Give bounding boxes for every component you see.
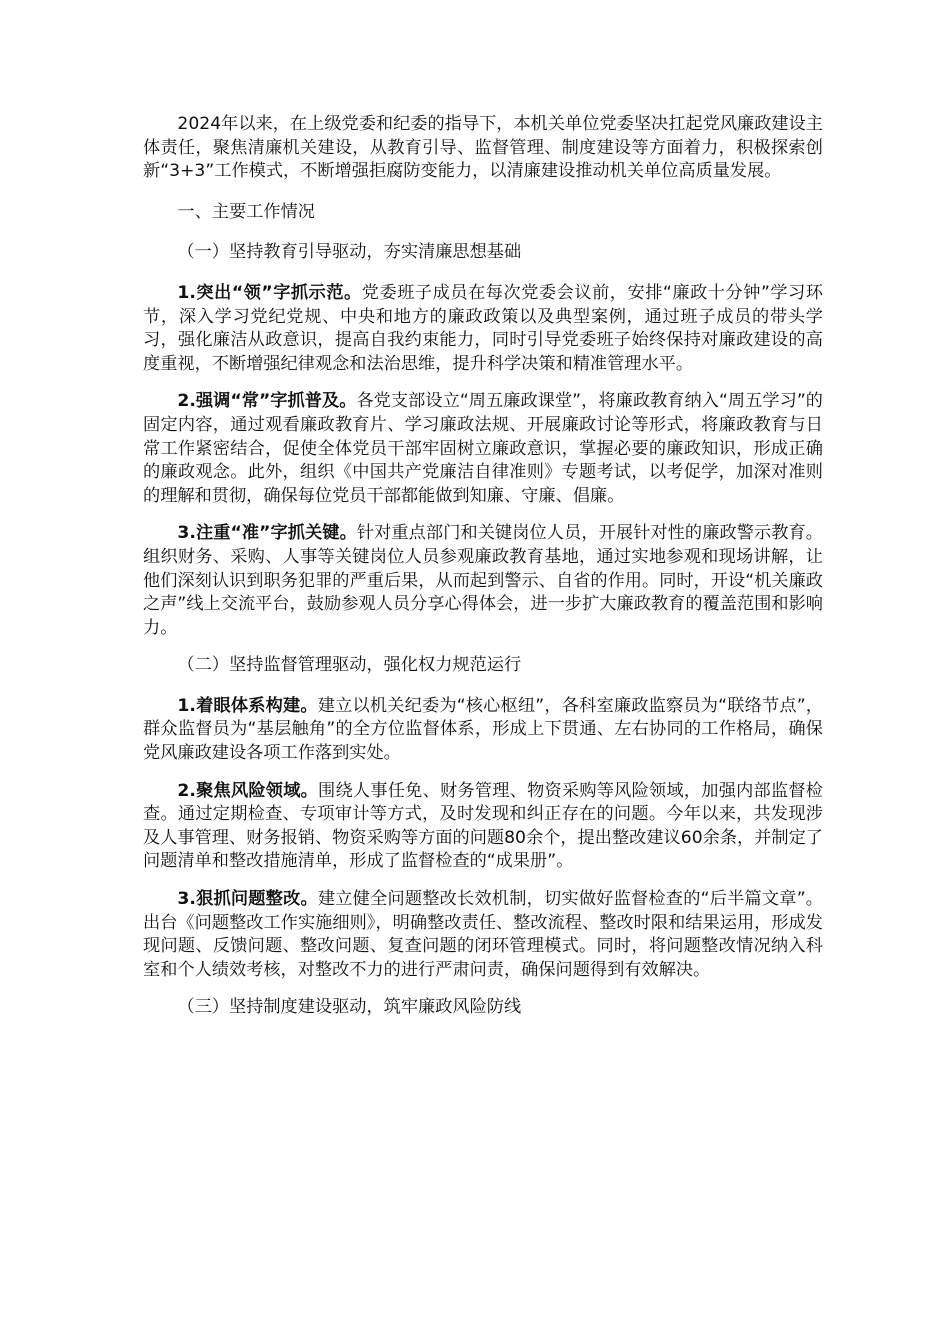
intro-paragraph: 2024年以来，在上级党委和纪委的指导下，本机关单位党委坚决扛起党风廉政建设主体责任，聚焦清廉机关建设，从教育引导、监督管理、制度建设等方面着力，积极探索创新“3+3”工作模式，不断增强拒腐防变能力，以清廉建设推动机关单位高质量发展。 [143,114,823,182]
paragraph-education-1 [143,282,823,376]
paragraph-body: 建立以机关纪委为“核心枢纽”，各科室廉政监察员为“联络节点”，群众监督员为“基层触角”的全方位监督体系，形成上下贯通、左右协同的工作格局，确保党风廉政建设各项工作落到实处。 [143,695,823,764]
subsection-heading-education: （一）坚持教育引导驱动，夯实清廉思想基础 [177,242,522,263]
paragraph-supervision-1 [143,695,823,766]
paragraph-body: 针对重点部门和关键岗位人员，开展针对性的廉政警示教育。组织财务、采购、人事等关键岗位人员参观廉政教育基地，通过实地参观和现场讲解，让他们深刻认识到职务犯罪的严重后果，从而起到警示、自省的作用。同时，开设“机关廉政之声”线上交流平台，鼓励参观人员分享心得体会，进一步扩大廉政教育的覆盖范围和影响力。 [143,523,823,638]
paragraph-body: 建立健全问题整改长效机制，切实做好监督检查的“后半篇文章”。出台《问题整改工作实施细则》，明确整改责任、整改流程、整改时限和结果运用，形成发现问题、反馈问题、整改问题、复查问题的闭环管理模式。同时，将问题整改情况纳入科室和个人绩效考核，对整改不力的进行严肃问责，确保问题得到有效解决。 [143,889,823,980]
paragraph-body: 各党支部设立“周五廉政课堂”，将廉政教育纳入“周五学习”的固定内容，通过观看廉政教育片、学习廉政法规、开展廉政讨论等形式，将廉政教育与日常工作紧密结合，促使全体党员干部牢固树立廉政意识，掌握必要的廉政知识，形成正确的廉政观念。此外，组织《中国共产党廉洁自律准则》专题考试，以考促学，加深对准则的理解和贯彻，确保每位党员干部都能做到知廉、守廉、倡廉。 [143,391,823,506]
paragraph-body: 党委班子成员在每次党委会议前，安排“廉政十分钟”学习环节，深入学习党纪党规、中央和地方的廉政政策以及典型案例，通过班子成员的带头学习，强化廉洁从政意识，提高自我约束能力，同时引导党委班子始终保持对廉政建设的高度重视，不断增强纪律观念和法治思维，提升科学决策和精准管理水平。 [143,282,823,374]
paragraph-lead: 1.着眼体系构建。 [177,695,318,716]
paragraph-lead: 2.聚焦风险领域。 [177,780,319,801]
paragraph-lead: 2.强调“常”字抓普及。 [177,391,357,412]
paragraph-education-2 [143,390,823,508]
paragraph-supervision-3 [143,888,823,982]
paragraph-lead: 1.突出“领”字抓示范。 [177,282,362,303]
paragraph-lead: 3.注重“准”字抓关键。 [177,523,357,544]
document-page [143,113,823,1020]
paragraph-lead: 3.狠抓问题整改。 [177,889,318,910]
subsection-heading-supervision: （二）坚持监督管理驱动，强化权力规范运行 [177,655,522,676]
subsection-heading-institution: （三）坚持制度建设驱动，筑牢廉政风险防线 [177,997,522,1018]
paragraph-body: 围绕人事任免、财务管理、物资采购等风险领域，加强内部监督检查。通过定期检查、专项审计等方式，及时发现和纠正存在的问题。今年以来，共发现涉及人事管理、财务报销、物资采购等方面的问题80余个，提出整改建议60余条，并制定了问题清单和整改措施清单，形成了监督检查的“成果册”。 [143,780,823,872]
section-heading-main-work: 一、主要工作情况 [177,201,315,222]
paragraph-education-3 [143,522,823,640]
paragraph-supervision-2 [143,780,823,874]
